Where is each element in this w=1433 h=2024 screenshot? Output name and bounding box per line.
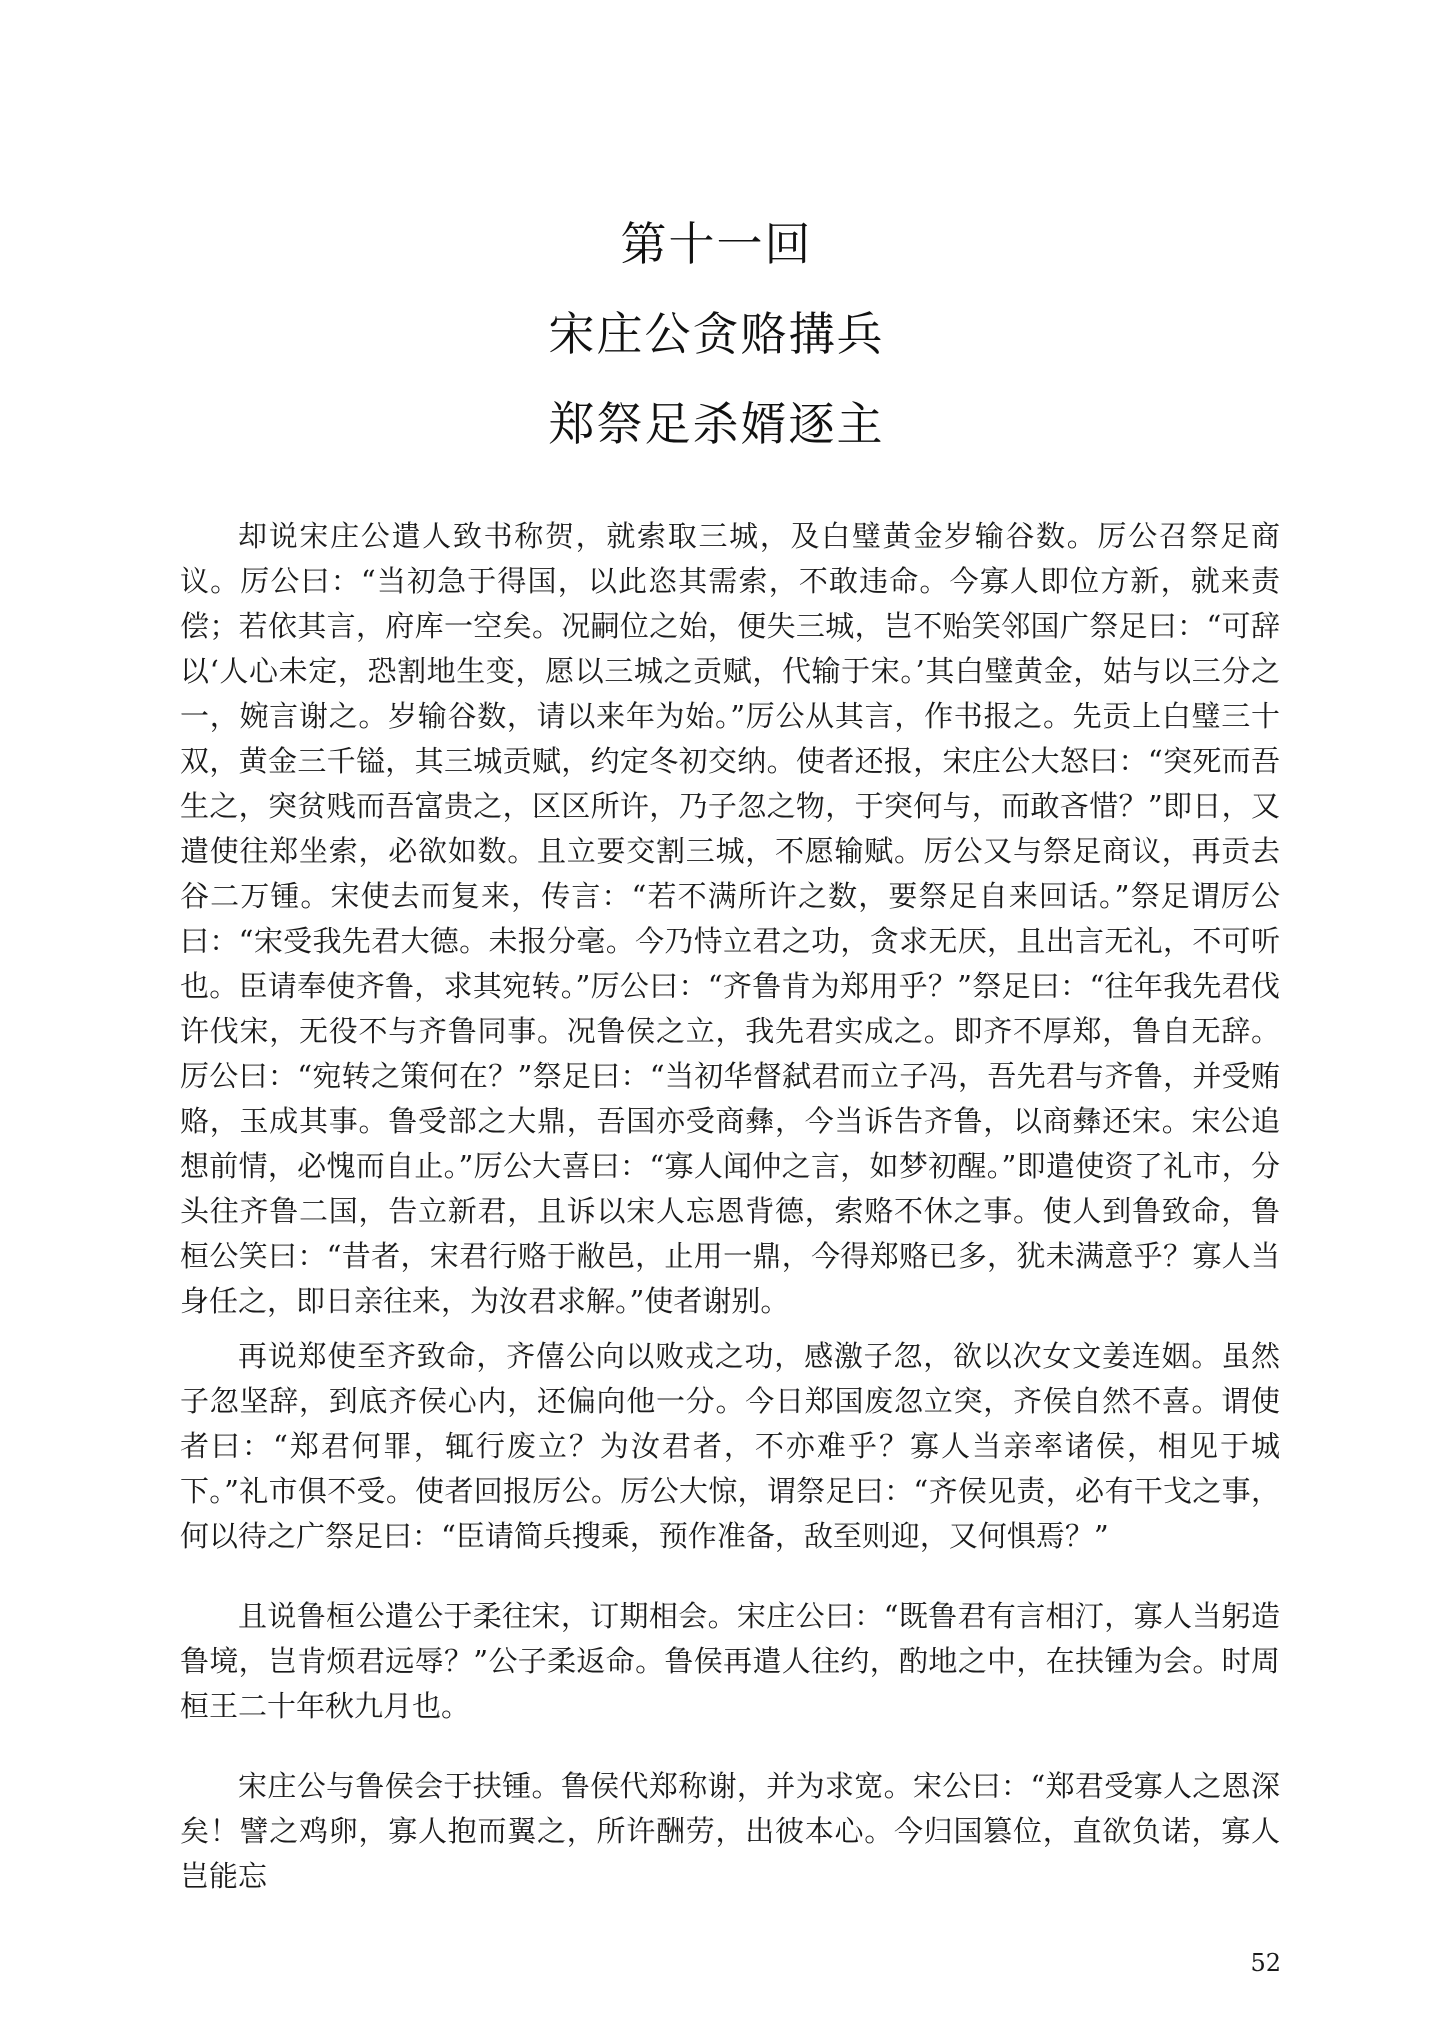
paragraph: 再说郑使至齐致命，齐僖公向以败戎之功，感激子忽，欲以次女文姜连姻。虽然子忽坚辞，到底齐侯心内，还偏向他一分。今日郑国废忽立突，齐侯自然不喜。谓使者曰：“郑君何罪，辄行废立？为汝君者，不亦难乎？寡人当亲率诸侯，相见于城下。”礼市俱不受。使者回报厉公。厉公大惊，谓祭足曰：“齐侯见责，必有干戈之事，何以待之广祭足曰：“臣请简兵搜乘，预作准备，敌至则迎，又何惧焉？” — [180, 1339, 1280, 1553]
chapter-title-line-1: 宋庄公贪赂搆兵 — [548, 307, 885, 361]
paragraph: 却说宋庄公遣人致书称贺，就索取三城，及白璧黄金岁输谷数。厉公召祭足商议。厉公曰：“当初急于得国，以此恣其需索，不敢违命。今寡人即位方新，就来责偿；若依其言，府库一空矣。况嗣位之始，便失三城，岂不贻笑邻国广祭足曰：“可辞以‘人心未定，恐割地生变，愿以三城之贡赋，代输于宋。’其白璧黄金，姑与以三分之一，婉言谢之。岁输谷数，请以来年为始。”厉公从其言，作书报之。先贡上白璧三十双，黄金三千镒，其三城贡赋，约定冬初交纳。使者还报，宋庄公大怒曰：“突死而吾生之，突贫贱而吾富贵之，区区所许，乃子忽之物，于突何与，而敢吝惜？”即日，又遣使往郑坐索，必欲如数。且立要交割三城，不愿输赋。厉公又与祭足商议，再贡去谷二万锺。宋使去而复来，传言：“若不满所许之数，要祭足自来回话。”祭足谓厉公曰：“宋受我先君大德。未报分毫。今乃恃立君之功，贪求无厌，且出言无礼，不可听也。臣请奉使齐鲁，求其宛转。”厉公曰：“齐鲁肯为郑用乎？”祭足曰：“往年我先君伐许伐宋，无役不与齐鲁同事。况鲁侯之立，我先君实成之。即齐不厚郑，鲁自无辞。厉公曰：“宛转之策何在？”祭足曰：“当初华督弑君而立子冯，吾先君与齐鲁，并受贿赂，玉成其事。鲁受部之大鼎，吾国亦受商彝，今当诉告齐鲁，以商彝还宋。宋公追想前情，必愧而自止。”厉公大喜曰：“寡人闻仲之言，如梦初醒。”即遣使资了礼市，分头往齐鲁二国，告立新君，且诉以宋人忘恩背德，索赂不休之事。使人到鲁致命，鲁桓公笑曰：“昔者，宋君行赂于敝邑，止用一鼎，今得郑赂已多，犹未满意乎？寡人当身任之，即日亲往来，为汝君求解。”使者谢别。 — [180, 519, 1280, 1318]
chapter-title-line-2: 郑祭足杀婿逐主 — [548, 397, 885, 451]
page-number: 52 — [1250, 1949, 1281, 1977]
paragraph: 宋庄公与鲁侯会于扶锺。鲁侯代郑称谢，并为求宽。宋公曰：“郑君受寡人之恩深矣！譬之鸡卵，寡人抱而翼之，所许酬劳，出彼本心。今归国篡位，直欲负诺，寡人岂能忘 — [180, 1769, 1280, 1893]
chapter-number: 第十一回 — [620, 217, 813, 271]
paragraph: 且说鲁桓公遣公于柔往宋，订期相会。宋庄公曰：“既鲁君有言相汀，寡人当躬造鲁境，岂肯烦君远辱？”公子柔返命。鲁侯再遣人往约，酌地之中，在扶锺为会。时周桓王二十年秋九月也。 — [180, 1599, 1280, 1723]
